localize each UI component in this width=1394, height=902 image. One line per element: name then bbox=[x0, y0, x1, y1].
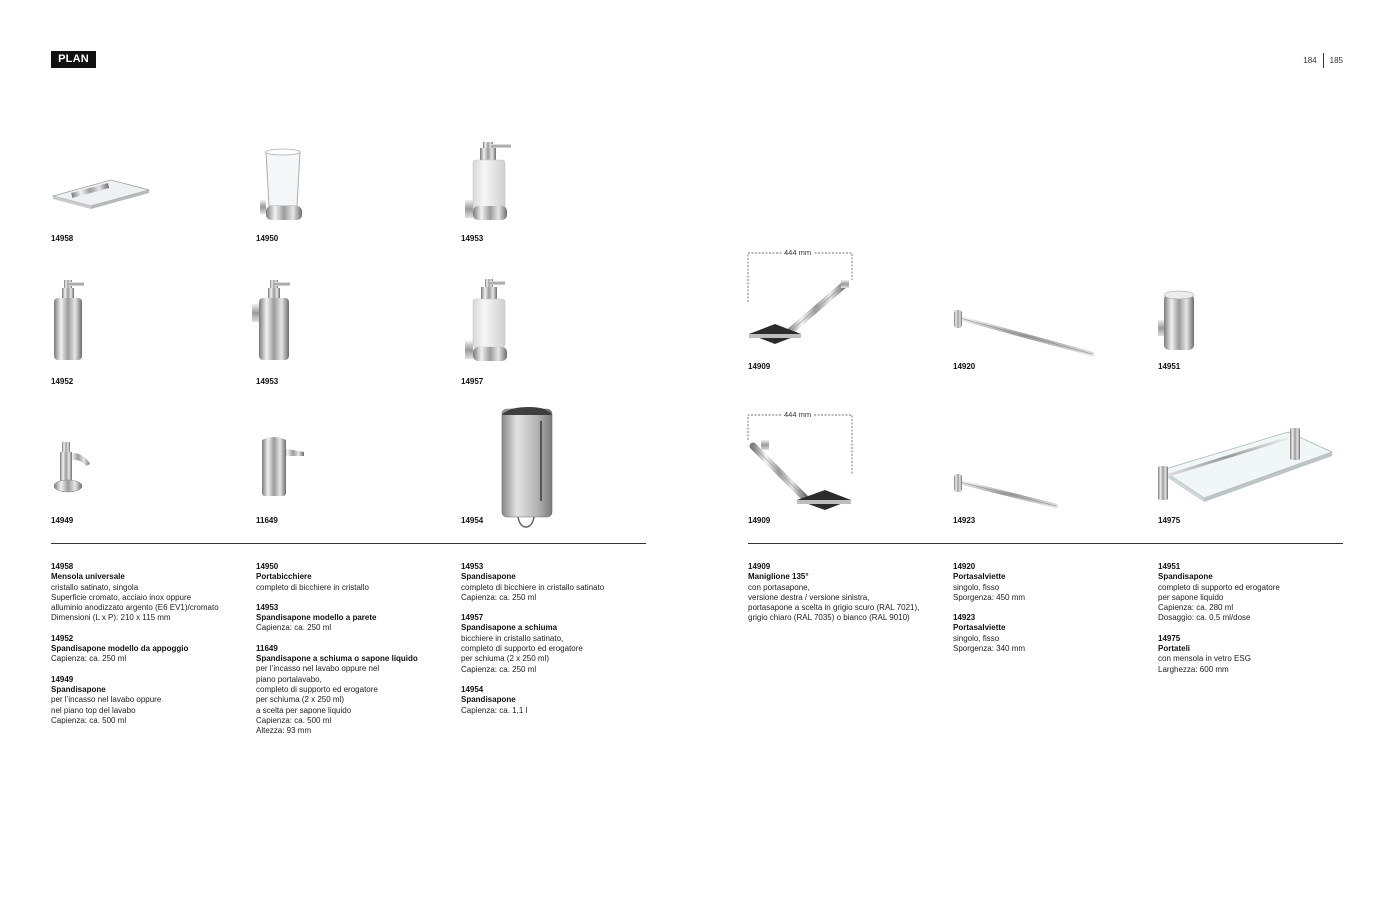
description-line: completo di supporto ed erogatore bbox=[256, 684, 378, 694]
description-line: Capienza: ca. 500 ml bbox=[51, 715, 127, 725]
description-code: 14909 bbox=[748, 562, 771, 571]
description-code: 14975 bbox=[1158, 633, 1181, 643]
product-code: 14975 bbox=[1158, 516, 1181, 525]
description-line: versione destra / versione sinistra, bbox=[748, 592, 870, 602]
product-description bbox=[51, 675, 251, 726]
description-name: Maniglione 135° bbox=[748, 572, 809, 582]
description-line: completo di bicchiere in cristallo satinato bbox=[461, 582, 605, 592]
description-column-4 bbox=[748, 562, 948, 634]
product-code: 14909 bbox=[748, 516, 771, 525]
description-column-3 bbox=[461, 562, 661, 726]
product-description bbox=[256, 644, 456, 737]
description-name: Spandisapone a schiuma o sapone liquido bbox=[256, 654, 418, 664]
description-code: 14953 bbox=[256, 602, 279, 612]
description-code: 14952 bbox=[51, 633, 74, 643]
description-line: singolo, fisso bbox=[953, 582, 1000, 592]
product-description bbox=[51, 634, 251, 665]
description-line: alluminio anodizzato argento (E6 EV1)/cromato bbox=[51, 603, 219, 613]
product-description bbox=[461, 613, 661, 675]
description-line: per l’incasso nel lavabo oppure bbox=[51, 695, 162, 705]
product-description bbox=[51, 562, 251, 624]
divider-line bbox=[748, 543, 1343, 544]
product-description bbox=[953, 613, 1153, 654]
description-line: Capienza: ca. 1,1 l bbox=[461, 705, 528, 715]
description-code: 14920 bbox=[953, 562, 976, 571]
product-code: 14954 bbox=[461, 516, 484, 525]
product-code: 14909 bbox=[748, 362, 771, 371]
product-code: 14920 bbox=[953, 362, 976, 371]
product-description bbox=[1158, 634, 1358, 675]
description-name: Spandisapone bbox=[461, 695, 516, 705]
description-name: Spandisapone modello da appoggio bbox=[51, 644, 189, 654]
soap-dispenser-wall-metal-icon bbox=[252, 278, 296, 364]
description-line: completo di supporto ed erogatore bbox=[461, 644, 583, 654]
description-line: Sporgenza: 450 mm bbox=[953, 592, 1026, 602]
product-code: 14923 bbox=[953, 516, 976, 525]
description-name: Spandisapone modello a parete bbox=[256, 613, 377, 623]
divider-line bbox=[51, 543, 646, 544]
description-line: Superficie cromato, acciaio inox oppure bbox=[51, 592, 192, 602]
description-code: 14923 bbox=[953, 613, 976, 623]
description-line: per schiuma (2 x 250 ml) bbox=[461, 654, 550, 664]
glass-holder-icon bbox=[260, 148, 308, 226]
product-code: 14952 bbox=[51, 377, 74, 386]
description-column-5 bbox=[953, 562, 1153, 664]
description-line: completo di supporto ed erogatore bbox=[1158, 582, 1280, 592]
description-code: 14951 bbox=[1158, 562, 1181, 571]
description-code: 14954 bbox=[461, 684, 484, 694]
foam-dispenser-icon bbox=[465, 277, 515, 365]
soap-dispenser-round-icon bbox=[1158, 290, 1198, 354]
towel-rail-450-icon bbox=[952, 300, 1098, 360]
description-code: 14957 bbox=[461, 613, 484, 623]
product-description bbox=[461, 562, 661, 603]
grab-bar-right-icon bbox=[747, 278, 855, 348]
description-line: singolo, fisso bbox=[953, 633, 1000, 643]
description-code: 11649 bbox=[256, 643, 278, 653]
glass-shelf-icon bbox=[51, 168, 151, 210]
product-description bbox=[461, 685, 661, 716]
description-name: Mensola universale bbox=[51, 572, 125, 582]
product-code: 14958 bbox=[51, 234, 74, 243]
description-line: Capienza: ca. 500 ml bbox=[256, 715, 332, 725]
dimension-label: 444 mm bbox=[784, 410, 812, 419]
description-name: Portasalviette bbox=[953, 572, 1006, 582]
product-code: 11649 bbox=[256, 516, 278, 525]
description-line: Capienza: ca. 280 ml bbox=[1158, 603, 1234, 613]
product-code: 14957 bbox=[461, 377, 484, 386]
soap-dispenser-wall-icon bbox=[465, 140, 517, 228]
page-number-left: 184 bbox=[1303, 56, 1317, 65]
description-line: Capienza: ca. 250 ml bbox=[256, 623, 332, 633]
dimension-label: 444 mm bbox=[784, 248, 812, 257]
large-dispenser-icon bbox=[498, 405, 558, 529]
description-line: Capienza: ca. 250 ml bbox=[461, 664, 537, 674]
description-name: Portasalviette bbox=[953, 623, 1006, 633]
product-code: 14951 bbox=[1158, 362, 1181, 371]
product-description bbox=[953, 562, 1153, 603]
description-line: portasapone a scelta in grigio scuro (RAL 7021), bbox=[748, 603, 920, 613]
description-name: Portateli bbox=[1158, 644, 1191, 654]
description-line: per schiuma (2 x 250 ml) bbox=[256, 695, 345, 705]
glass-shelf-large-icon bbox=[1156, 424, 1336, 510]
product-code: 14953 bbox=[256, 377, 279, 386]
description-line: Altezza: 93 mm bbox=[256, 726, 312, 736]
built-in-foam-dispenser-icon bbox=[256, 436, 308, 500]
description-line: con portasapone, bbox=[748, 582, 810, 592]
description-line: con mensola in vetro ESG bbox=[1158, 654, 1251, 664]
description-name: Spandisapone bbox=[51, 684, 106, 694]
description-name: Portabicchiere bbox=[256, 572, 312, 582]
product-description bbox=[256, 562, 456, 593]
description-line: nel piano top del lavabo bbox=[51, 705, 136, 715]
description-line: per sapone liquido bbox=[1158, 592, 1224, 602]
product-code: 14949 bbox=[51, 516, 74, 525]
description-column-2 bbox=[256, 562, 456, 746]
page-numbers bbox=[1303, 53, 1343, 68]
built-in-dispenser-icon bbox=[52, 440, 94, 498]
product-description bbox=[256, 603, 456, 634]
description-column-6 bbox=[1158, 562, 1358, 685]
description-line: Dosaggio: ca. 0,5 ml/dose bbox=[1158, 613, 1251, 623]
description-line: grigio chiaro (RAL 7035) o bianco (RAL 9010) bbox=[748, 613, 910, 623]
catalog-section-badge: PLAN bbox=[51, 51, 96, 68]
product-description bbox=[748, 562, 948, 624]
description-name: Spandisapone bbox=[461, 572, 516, 582]
towel-rail-340-icon bbox=[952, 466, 1062, 512]
description-line: Capienza: ca. 250 ml bbox=[51, 654, 127, 664]
description-line: bicchiere in cristallo satinato, bbox=[461, 633, 564, 643]
description-code: 14958 bbox=[51, 562, 74, 571]
description-line: Capienza: ca. 250 ml bbox=[461, 592, 537, 602]
description-code: 14949 bbox=[51, 674, 74, 684]
description-column-1 bbox=[51, 562, 251, 736]
description-name: Spandisapone a schiuma bbox=[461, 623, 558, 633]
description-line: Dimensioni (L x P): 210 x 115 mm bbox=[51, 613, 171, 623]
description-line: per l’incasso nel lavabo oppure nel bbox=[256, 664, 380, 674]
page-divider bbox=[1323, 53, 1324, 68]
description-line: completo di bicchiere in cristallo bbox=[256, 582, 369, 592]
product-code: 14953 bbox=[461, 234, 484, 243]
description-line: Sporgenza: 340 mm bbox=[953, 644, 1026, 654]
description-name: Spandisapone bbox=[1158, 572, 1213, 582]
grab-bar-left-icon bbox=[747, 438, 855, 514]
description-line: cristallo satinato, singola bbox=[51, 582, 139, 592]
description-line: a scelta per sapone liquido bbox=[256, 705, 352, 715]
description-line: piano portalavabo, bbox=[256, 674, 322, 684]
description-line: Larghezza: 600 mm bbox=[1158, 664, 1229, 674]
description-code: 14953 bbox=[461, 562, 484, 571]
soap-dispenser-standing-icon bbox=[52, 278, 88, 364]
page-number-right: 185 bbox=[1329, 56, 1343, 65]
product-code: 14950 bbox=[256, 234, 279, 243]
product-description bbox=[1158, 562, 1358, 624]
description-code: 14950 bbox=[256, 562, 279, 571]
